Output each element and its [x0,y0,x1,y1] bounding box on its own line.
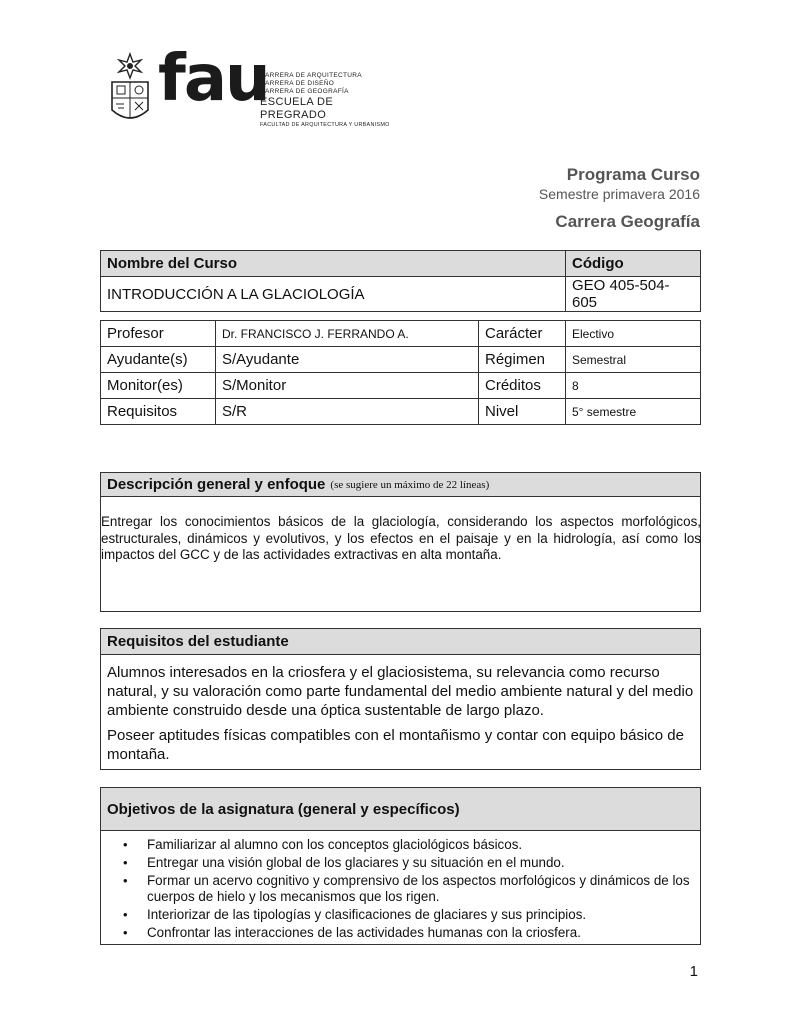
list-item [101,855,700,871]
course-name: INTRODUCCIÓN A LA GLACIOLOGÍA [101,277,566,312]
fau-wordmark: fau [158,42,269,116]
objective-text: Formar un acervo cognitivo y comprensivo de los aspectos morfológicos y dinámicos de los cuerpos de hielo y los mecanismos que los rigen. [147,873,690,904]
bullet-icon: • [123,925,128,940]
course-code: GEO 405-504-605 [566,277,701,312]
program-semester: Semestre primavera 2016 [538,186,700,202]
description-heading-text: Descripción general y enfoque [107,476,326,493]
description-note: (se sugiere un máximo de 22 líneas) [330,478,490,491]
logo-text [260,72,398,129]
info-row-ayudante [101,347,701,373]
page-number: 1 [689,963,698,980]
objectives-section [100,787,701,945]
logo-faculty: FACULTAD DE ARQUITECTURA Y URBANISMO [260,122,390,128]
info-row-profesor [101,321,701,347]
bullet-icon: • [123,873,128,888]
bullet-icon: • [123,855,128,870]
list-item [101,907,700,923]
course-table [100,250,701,312]
info-label-2: Nivel [479,399,566,425]
fau-logo [108,42,398,130]
program-title: Programa Curso [566,165,700,184]
info-value: S/R [216,399,479,425]
requirements-section [100,628,701,770]
objective-text: Familiarizar al alumno con los conceptos glaciológicos básicos. [147,837,523,852]
description-text: Entregar los conocimientos básicos de la glaciología, considerando los aspectos morfológicos, estructurales, dinámicos y evolutivos, y los efectos en el paisaje y en la hidrología, así como los impactos del GCC y de las actividades extractivas en alta montaña. [101,514,701,562]
list-item [101,873,700,905]
course-table-row [101,277,701,312]
requirements-paragraph: Alumnos interesados en la criosfera y el glaciosistema, su relevancia como recurso natural, y su valoración como parte fundamental del medio ambiente natural y del medio ambiente construido desde una óptica sustentable de largo plazo. [107,664,694,719]
course-table-header [101,251,701,277]
logo-school: ESCUELA DE PREGRADO [260,96,334,121]
info-row-monitor [101,373,701,399]
info-value-2: 5° semestre [566,399,701,425]
info-label: Ayudante(s) [101,347,216,373]
description-section [100,472,701,612]
objective-text: Confrontar las interacciones de las actividades humanas con la criosfera. [147,925,581,940]
info-value-2: 8 [566,373,701,399]
info-value: S/Ayudante [216,347,479,373]
info-label-2: Régimen [479,347,566,373]
objective-text: Interiorizar de las tipologías y clasificaciones de glaciares y sus principios. [147,907,587,922]
info-value-2: Electivo [566,321,701,347]
info-value: S/Monitor [216,373,479,399]
info-label: Profesor [101,321,216,347]
info-label: Monitor(es) [101,373,216,399]
info-row-requisitos [101,399,701,425]
logo-line: CARRERA DE GEOGRAFÍA [260,88,349,95]
logo-line: CARRERA DE DISEÑO [260,80,335,87]
info-label-2: Créditos [479,373,566,399]
bullet-icon: • [123,907,128,922]
requirements-heading: Requisitos del estudiante [101,629,700,655]
info-value-2: Semestral [566,347,701,373]
logo-line: CARRERA DE ARQUITECTURA [260,72,362,79]
course-code-label: Código [566,251,701,277]
info-label: Requisitos [101,399,216,425]
info-label-2: Carácter [479,321,566,347]
requirements-paragraph: Poseer aptitudes físicas compatibles con el montañismo y contar con equipo básico de montaña. [107,727,684,763]
bullet-icon: • [123,837,128,852]
career-title: Carrera Geografía [555,212,700,231]
requirements-body [101,655,700,764]
university-crest-icon [108,52,152,126]
course-name-label: Nombre del Curso [101,251,566,277]
list-item [101,925,700,941]
description-heading [101,473,700,497]
objectives-list [101,831,700,941]
info-value: Dr. FRANCISCO J. FERRANDO A. [216,321,479,347]
list-item [101,837,700,853]
objective-text: Entregar una visión global de los glaciares y su situación en el mundo. [147,855,565,870]
objectives-heading: Objetivos de la asignatura (general y específicos) [101,788,700,831]
info-table [100,320,701,425]
